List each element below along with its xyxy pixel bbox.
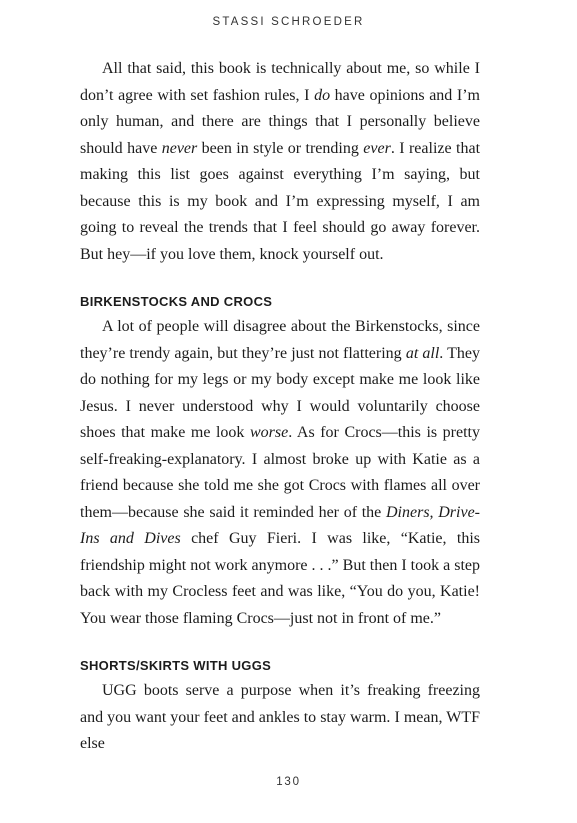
- uggs-text-1: UGG boots serve a purpose when it’s freaking freezing and you want your feet and ankles to stay warm. I mean, WTF else: [80, 682, 480, 752]
- intro-text-4: . I realize that making this list goes against everything I’m saying, but because this is my book and I’m expressing myself, I am going to reveal the trends that I feel should go away forever. But hey—if you love them, knock yourself out.: [80, 139, 481, 263]
- uggs-paragraph: [80, 678, 480, 758]
- intro-paragraph: [80, 56, 480, 268]
- birkenstocks-text-2: . They do nothing for my legs or my body except make me look like Jesus. I never understood why I would voluntarily choose shoes that make me look: [80, 344, 480, 441]
- section-heading-birkenstocks: BIRKENSTOCKS AND CROCS: [80, 294, 273, 309]
- section-heading-uggs: SHORTS/SKIRTS WITH UGGS: [80, 658, 272, 673]
- birkenstocks-emphasis-3: Diners, Drive-Ins and Dives: [80, 503, 481, 547]
- intro-text-2: have opinions and I’m only human, and there are things that I personally believe should have: [80, 86, 480, 157]
- body-text: [80, 56, 480, 758]
- intro-emphasis-2: never: [161, 139, 198, 157]
- birkenstocks-paragraph: [80, 314, 480, 632]
- intro-emphasis-3: ever: [363, 139, 391, 157]
- page-number: 130: [276, 776, 301, 788]
- birkenstocks-text-3: . As for Crocs—this is pretty self-freaking-explanatory. I almost broke up with Katie as a friend because she told me she got Crocs with flames all over them—because she said it reminded her of the: [80, 424, 481, 521]
- birkenstocks-text-4: chef Guy Fieri. I was like, “Katie, this friendship might not work anymore . . .” But then I took a step back with my Crocless feet and was like, “You do you, Katie! You wear those flaming Crocs—just not in front of me.”: [80, 530, 481, 627]
- birkenstocks-emphasis-2: worse: [249, 424, 289, 441]
- intro-emphasis-1: do: [314, 86, 331, 104]
- intro-text-3: been in style or trending: [197, 139, 364, 157]
- intro-text-1: All that said, this book is technically about me, so while I don’t agree with set fashion rules, I: [80, 60, 480, 104]
- birkenstocks-text-1: A lot of people will disagree about the Birkenstocks, since they’re trendy again, but they’re just not flattering: [80, 318, 480, 362]
- running-head: STASSI SCHROEDER: [212, 16, 365, 28]
- birkenstocks-emphasis-1: at all: [405, 344, 440, 362]
